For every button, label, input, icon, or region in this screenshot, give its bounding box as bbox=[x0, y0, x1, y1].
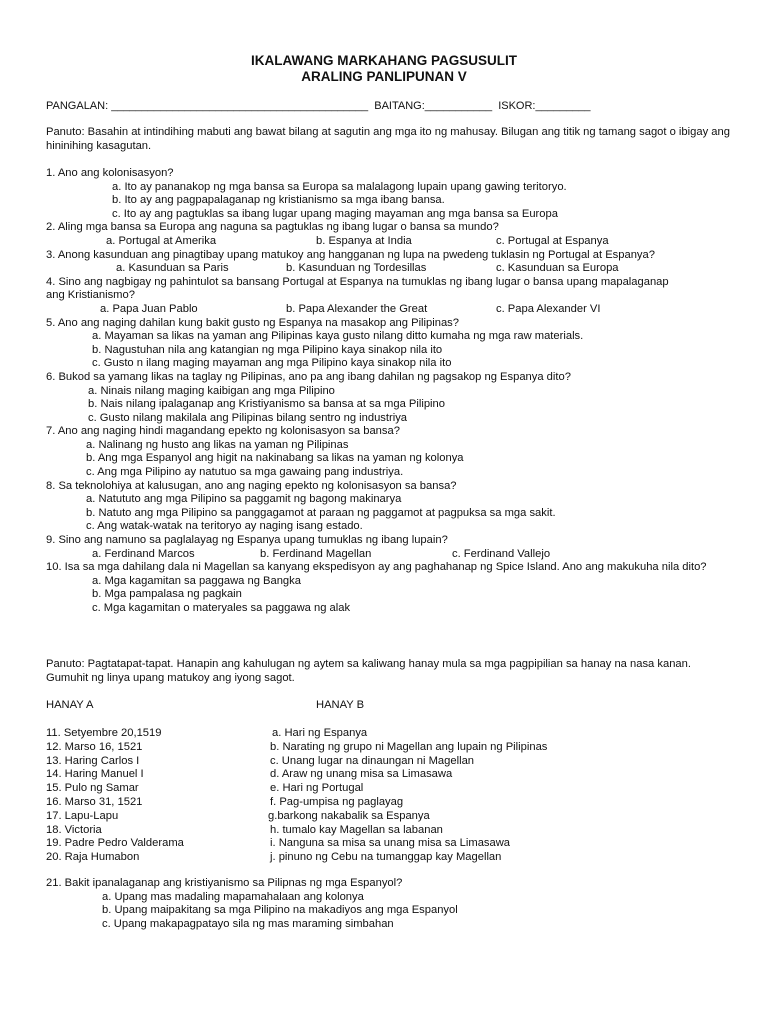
matching-right: b. Narating ng grupo ni Magellan ang lupain ng Pilipinas bbox=[270, 740, 548, 753]
question-9-option-c: c. Ferdinand Vallejo bbox=[452, 547, 551, 560]
matching-right: d. Araw ng unang misa sa Limasawa bbox=[270, 768, 453, 781]
question-3-option-a: a. Kasunduan sa Paris bbox=[116, 262, 229, 275]
matching-row bbox=[46, 837, 736, 851]
multiple-choice-section bbox=[46, 167, 736, 616]
matching-row bbox=[46, 755, 736, 769]
matching-right: f. Pag-umpisa ng paglayag bbox=[270, 795, 404, 808]
question-2-option-a: a. Portugal at Amerika bbox=[106, 234, 217, 247]
question-10-option-b: b. Mga pampalasa ng pagkain bbox=[92, 588, 242, 601]
question-4-option-c: c. Papa Alexander VI bbox=[496, 302, 601, 315]
question-9-option-a: a. Ferdinand Marcos bbox=[92, 547, 195, 560]
instructions-2: Panuto: Pagtatapat-tapat. Hanapin ang kahulugan ng aytem sa kaliwang hanay mula sa mga pagpipilian sa hanay na nasa kanan. Gumuhit ng linya upang matukoy ang iyong sagot. bbox=[46, 658, 691, 684]
question-5-option-c: c. Gusto n ilang maging mayaman ang mga Pilipino kaya sinakop nila ito bbox=[92, 357, 452, 370]
question-9-options bbox=[46, 548, 736, 562]
matching-row bbox=[46, 851, 736, 865]
matching-row bbox=[46, 741, 736, 755]
matching-right: h. tumalo kay Magellan sa labanan bbox=[270, 823, 443, 836]
matching-left: 11. Setyembre 20,1519 bbox=[46, 727, 162, 739]
question-7-option-a: a. Nalinang ng husto ang likas na yaman ng Pilipinas bbox=[86, 438, 349, 451]
matching-left: 18. Victoria bbox=[46, 823, 102, 836]
matching-right: i. Nanguna sa misa sa unang misa sa Limasawa bbox=[270, 837, 511, 850]
matching-headers bbox=[46, 699, 736, 713]
question-6: 6. Bukod sa yamang likas na taglay ng Pilipinas, ano pa ang ibang dahilan ng pagsakop ng Espanya dito? bbox=[46, 370, 571, 383]
question-6-option-b: b. Nais nilang ipalaganap ang Kristiyanismo sa bansa at sa mga Pilipino bbox=[88, 398, 445, 411]
question-5: 5. Ano ang naging dahilan kung bakit gusto ng Espanya na masakop ang Pilipinas? bbox=[46, 316, 459, 329]
matching-right: e. Hari ng Portugal bbox=[270, 782, 364, 795]
question-9: 9. Sino ang namuno sa paglalayag ng Espanya upang tumuklas ng ibang lupain? bbox=[46, 534, 448, 547]
question-4-option-a: a. Papa Juan Pablo bbox=[100, 302, 198, 315]
matching-left: 16. Marso 31, 1521 bbox=[46, 795, 143, 808]
question-10-option-a: a. Mga kagamitan sa paggawa ng Bangka bbox=[92, 574, 301, 587]
question-8-option-c: c. Ang watak-watak na teritoryo ay naging isang estado. bbox=[86, 520, 363, 533]
question-7: 7. Ano ang naging hindi magandang epekto ng kolonisasyon sa bansa? bbox=[46, 425, 400, 438]
question-2-option-b: b. Espanya at India bbox=[316, 234, 412, 247]
question-8-option-b: b. Natuto ang mga Pilipino sa panggagamot at paraan ng paggamot at pagpuksa sa mga sakit. bbox=[86, 506, 556, 519]
matching-left: 17. Lapu-Lapu bbox=[46, 809, 119, 822]
matching-left: 14. Haring Manuel I bbox=[46, 768, 144, 781]
exam-subject: ARALING PANLIPUNAN V bbox=[301, 69, 467, 84]
question-21-option-b: b. Upang maipakitang sa mga Pilipino na makadiyos ang mga Espanyol bbox=[102, 904, 458, 917]
matching-row bbox=[46, 768, 736, 782]
matching-right: j. pinuno ng Cebu na tumanggap kay Magellan bbox=[270, 851, 502, 864]
question-1: 1. Ano ang kolonisasyon? bbox=[46, 167, 174, 179]
question-8-option-a: a. Natututo ang mga Pilipino sa paggamit ng bagong makinarya bbox=[86, 493, 402, 506]
matching-left: 13. Haring Carlos I bbox=[46, 754, 140, 767]
question-1-option-b: b. Ito ay ang pagpapalaganap ng kristianismo sa mga ibang bansa. bbox=[112, 194, 445, 207]
hanay-a-header: HANAY A bbox=[46, 699, 94, 711]
matching-left: 19. Padre Pedro Valderama bbox=[46, 837, 184, 850]
question-21-option-a: a. Upang mas madaling mapamahalaan ang kolonya bbox=[102, 890, 364, 903]
question-21-section bbox=[46, 877, 736, 931]
question-7-option-c: c. Ang mga Pilipino ay natutuo sa mga gawaing pang industriya. bbox=[86, 466, 404, 479]
matching-right: g.barkong nakabalik sa Espanya bbox=[268, 809, 430, 822]
question-21: 21. Bakit ipanalaganap ang kristiyanismo sa Pilipnas ng mga Espanyol? bbox=[46, 877, 403, 889]
question-6-option-c: c. Gusto nilang makilala ang Pilipinas bilang sentro ng industriya bbox=[88, 411, 408, 424]
question-1-option-c: c. Ito ay ang pagtuklas sa ibang lugar upang maging mayaman ang mga bansa sa Europa bbox=[112, 207, 558, 220]
matching-row bbox=[46, 824, 736, 838]
question-8: 8. Sa teknolohiya at kalusugan, ano ang naging epekto ng kolonisasyon sa bansa? bbox=[46, 479, 457, 492]
question-10: 10. Isa sa mga dahilang dala ni Magellan sa kanyang ekspedisyon ay ang paghahanap ng Spice Island. Ano ang makukuha nila dito? bbox=[46, 561, 707, 574]
exam-title: IKALAWANG MARKAHANG PAGSUSULIT bbox=[251, 53, 517, 68]
hanay-b-header: HANAY B bbox=[316, 699, 365, 711]
question-21-option-c: c. Upang makapagpatayo sila ng mas maraming simbahan bbox=[102, 917, 394, 930]
matching-left: 20. Raja Humabon bbox=[46, 851, 140, 864]
question-3: 3. Anong kasunduan ang pinagtibay upang matukoy ang hangganan ng lupa na pwedeng tuklasin ng Portugal at Espanya? bbox=[46, 248, 655, 261]
question-3-options bbox=[46, 262, 736, 276]
matching-section bbox=[46, 727, 736, 865]
matching-left: 15. Pulo ng Samar bbox=[46, 782, 139, 795]
question-4-options bbox=[46, 303, 736, 317]
question-2-option-c: c. Portugal at Espanya bbox=[496, 234, 609, 247]
question-3-option-c: c. Kasunduan sa Europa bbox=[496, 262, 619, 275]
question-3-option-b: b. Kasunduan ng Tordesillas bbox=[286, 262, 427, 275]
instructions-1: Panuto: Basahin at intindihing mabuti ang bawat bilang at sagutin ang mga ito ng mahusay. Bilugan ang titik ng tamang sagot o ibigay ang hininihing kasagutan. bbox=[46, 126, 730, 152]
question-9-option-b: b. Ferdinand Magellan bbox=[260, 547, 372, 560]
matching-row bbox=[46, 796, 736, 810]
question-5-option-b: b. Nagustuhan nila ang katangian ng mga Pilipino kaya sinakop nila ito bbox=[92, 343, 443, 356]
question-4-option-b: b. Papa Alexander the Great bbox=[286, 302, 428, 315]
matching-left: 12. Marso 16, 1521 bbox=[46, 740, 143, 753]
question-4: 4. Sino ang nagbigay ng pahintulot sa bansang Portugal at Espanya na tumuklas ng ibang lugar o bansa upang mapalaganap ang Kristianismo? bbox=[46, 275, 669, 302]
question-7-option-b: b. Ang mga Espanyol ang higit na nakinabang sa likas na yaman ng kolonya bbox=[86, 452, 464, 465]
question-2-options bbox=[46, 235, 736, 249]
question-1-option-a: a. Ito ay pananakop ng mga bansa sa Europa sa malalagong lupain upang gawing teritoryo. bbox=[112, 180, 567, 193]
matching-row bbox=[46, 810, 736, 824]
matching-row bbox=[46, 782, 736, 796]
question-6-option-a: a. Ninais nilang maging kaibigan ang mga Pilipino bbox=[88, 384, 335, 397]
matching-right: a. Hari ng Espanya bbox=[272, 727, 368, 739]
matching-row bbox=[46, 727, 736, 741]
student-info-line: PANGALAN: __________________________________________ BAITANG:___________ ISKOR:_________ bbox=[46, 100, 591, 112]
question-2: 2. Aling mga bansa sa Europa ang naguna sa pagtuklas ng ibang lugar o bansa sa mundo? bbox=[46, 221, 499, 234]
question-5-option-a: a. Mayaman sa likas na yaman ang Pilipinas kaya gusto nilang ditto kumaha ng mga raw materials. bbox=[92, 330, 584, 343]
question-10-option-c: c. Mga kagamitan o materyales sa paggawa ng alak bbox=[92, 602, 351, 614]
matching-right: c. Unang lugar na dinaungan ni Magellan bbox=[270, 754, 475, 767]
